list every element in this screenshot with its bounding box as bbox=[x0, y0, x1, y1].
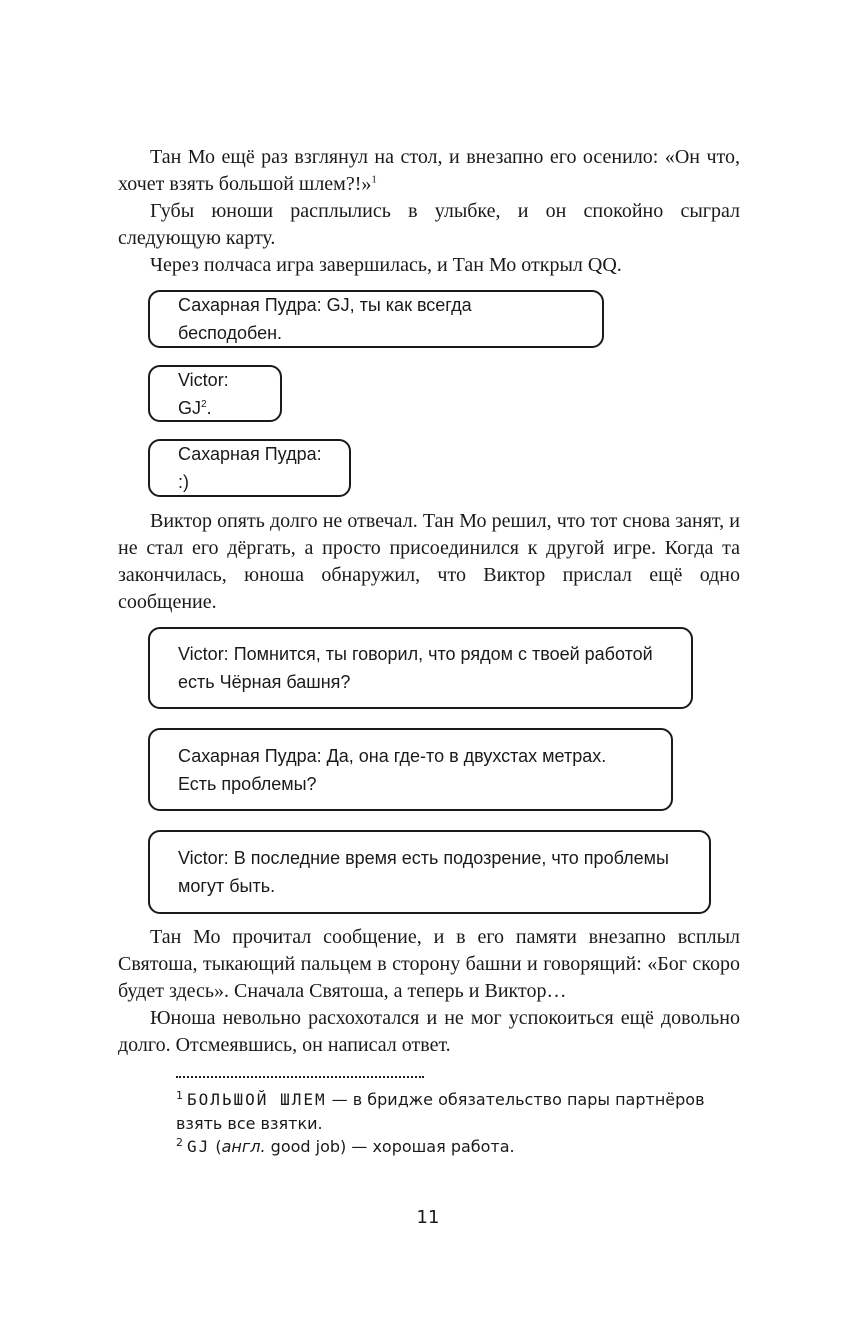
footnote-2-lang: англ. bbox=[221, 1137, 266, 1156]
page-number: 11 bbox=[416, 1207, 440, 1228]
chat-message-6-text: Victor: В последние время есть подозрение, что проблемы могут быть. bbox=[178, 848, 669, 896]
footnote-separator bbox=[176, 1076, 424, 1078]
paragraph-2: Губы юноши расплылись в улыбке, и он спокойно сыграл следующую карту. bbox=[118, 200, 740, 249]
chat-message-6 bbox=[148, 830, 711, 914]
chat-message-2-body: Victor: GJ bbox=[178, 369, 229, 418]
footnote-1-text: — в бридже обязательство пары партнёров взять все взятки. bbox=[176, 1090, 705, 1133]
footnote-2-english: good job bbox=[265, 1137, 341, 1156]
paragraph-4: Виктор опять долго не отвечал. Тан Мо решил, что тот снова занят, и не стал его дёргать, а просто присоединился к другой игре. Когда та закончилась, юноша обнаружил, что Виктор прислал ещё одно сообщение. bbox=[118, 510, 740, 613]
chat-message-5 bbox=[148, 728, 673, 811]
footnote-ref-2: 2 bbox=[201, 398, 207, 410]
footnote-2-number: 2 bbox=[176, 1135, 183, 1149]
paragraph-5: Тан Мо прочитал сообщение, и в его памяти внезапно всплыл Святоша, тыкающий пальцем в сторону башни и говорящий: «Бог скоро будет здесь». Сначала Святоша, а теперь и Виктор… bbox=[118, 926, 740, 1002]
chat-message-3-text: Сахарная Пудра: :) bbox=[178, 444, 322, 492]
chat-message-2-period: . bbox=[206, 397, 212, 418]
footnote-2: $^2$ GJ (англ. good job) — хорошая работа. bbox=[176, 1135, 515, 1156]
footnote-2-text: — хорошая работа. bbox=[346, 1137, 515, 1156]
paragraph-1-text: Тан Мо ещё раз взглянул на стол, и внезапно его осенило: «Он что, хочет взять большой шлем?!» bbox=[118, 146, 740, 195]
chat-message-3 bbox=[148, 439, 351, 497]
chat-message-2 bbox=[148, 365, 282, 422]
chat-message-4 bbox=[148, 627, 693, 709]
footnote-2-term: GJ bbox=[187, 1137, 211, 1156]
chat-message-1 bbox=[148, 290, 604, 348]
paragraph-1 bbox=[118, 144, 740, 198]
footnote-1-number: 1 bbox=[176, 1088, 183, 1102]
chat-message-2-text bbox=[178, 366, 254, 422]
footnote-1 bbox=[176, 1088, 746, 1136]
chat-message-4-text: Victor: Помнится, ты говорил, что рядом с твоей работой есть Чёрная башня? bbox=[178, 644, 653, 692]
chat-message-5-text: Сахарная Пудра: Да, она где-то в двухстах метрах. Есть проблемы? bbox=[178, 745, 607, 794]
footnote-ref-1: 1 bbox=[371, 173, 377, 186]
chat-message-1-text: Сахарная Пудра: GJ, ты как всегда бесподобен. bbox=[178, 295, 472, 343]
paragraph-3: Через полчаса игра завершилась, и Тан Мо открыл QQ. bbox=[150, 254, 622, 276]
footnote-1-term: БОЛЬШОЙ ШЛЕМ bbox=[187, 1090, 327, 1109]
paragraph-6: Юноша невольно расхохотался и не мог успокоиться ещё довольно долго. Отсмеявшись, он написал ответ. bbox=[118, 1007, 740, 1056]
